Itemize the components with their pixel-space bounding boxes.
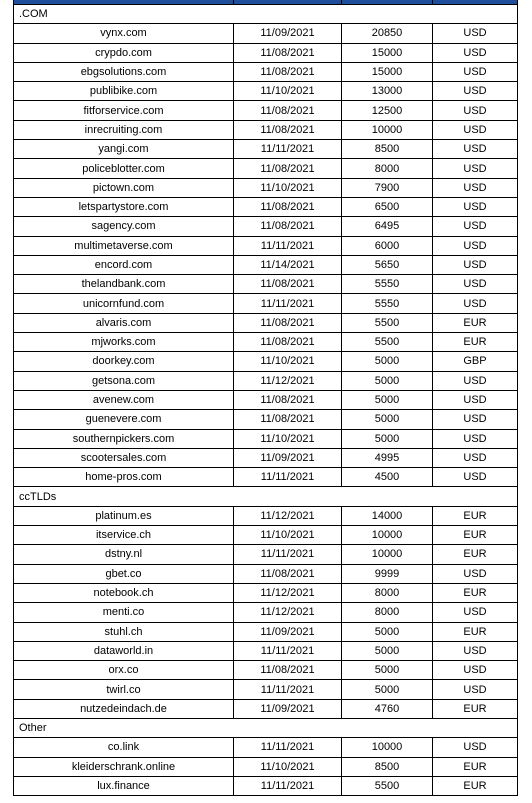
price-cell: 5550 (342, 294, 433, 313)
date-cell: 11/14/2021 (234, 255, 342, 274)
currency-cell: GBP (433, 352, 518, 371)
price-cell: 4500 (342, 468, 433, 487)
date-cell: 11/10/2021 (234, 526, 342, 545)
domain-cell: nutzedeindach.de (14, 699, 234, 718)
date-cell: 11/08/2021 (234, 197, 342, 216)
price-cell: 13000 (342, 82, 433, 101)
table-row (14, 197, 518, 216)
domain-cell: sagency.com (14, 217, 234, 236)
date-cell: 11/08/2021 (234, 159, 342, 178)
currency-cell: USD (433, 43, 518, 62)
price-cell: 10000 (342, 738, 433, 757)
table-row (14, 236, 518, 255)
table-row (14, 140, 518, 159)
date-cell: 11/08/2021 (234, 275, 342, 294)
currency-cell: USD (433, 738, 518, 757)
table-row (14, 120, 518, 139)
price-cell: 12500 (342, 101, 433, 120)
date-cell: 11/11/2021 (234, 294, 342, 313)
date-cell: 11/08/2021 (234, 217, 342, 236)
currency-cell: USD (433, 120, 518, 139)
date-cell: 11/12/2021 (234, 583, 342, 602)
domain-cell: dataworld.in (14, 641, 234, 660)
currency-cell: USD (433, 197, 518, 216)
table-row (14, 603, 518, 622)
table-row (14, 178, 518, 197)
currency-cell: EUR (433, 583, 518, 602)
domain-cell: multimetaverse.com (14, 236, 234, 255)
table-row (14, 217, 518, 236)
date-cell: 11/11/2021 (234, 236, 342, 255)
currency-cell: USD (433, 603, 518, 622)
domain-cell: dstny.nl (14, 545, 234, 564)
table-row (14, 776, 518, 795)
table-row (14, 429, 518, 448)
domain-cell: home-pros.com (14, 468, 234, 487)
currency-cell: EUR (433, 699, 518, 718)
domain-cell: stuhl.ch (14, 622, 234, 641)
price-cell: 14000 (342, 506, 433, 525)
currency-cell: USD (433, 448, 518, 467)
domain-cell: thelandbank.com (14, 275, 234, 294)
domain-cell: itservice.ch (14, 526, 234, 545)
date-cell: 11/10/2021 (234, 757, 342, 776)
domain-cell: southernpickers.com (14, 429, 234, 448)
currency-cell: USD (433, 178, 518, 197)
currency-cell: USD (433, 159, 518, 178)
date-cell: 11/09/2021 (234, 699, 342, 718)
currency-cell: USD (433, 275, 518, 294)
price-cell: 10000 (342, 120, 433, 139)
price-cell: 4995 (342, 448, 433, 467)
price-cell: 10000 (342, 526, 433, 545)
table-row (14, 313, 518, 332)
price-cell: 15000 (342, 43, 433, 62)
price-cell: 20850 (342, 24, 433, 43)
date-cell: 11/11/2021 (234, 680, 342, 699)
date-cell: 11/11/2021 (234, 468, 342, 487)
price-cell: 8000 (342, 603, 433, 622)
price-cell: 5000 (342, 390, 433, 409)
date-cell: 11/11/2021 (234, 140, 342, 159)
price-cell: 9999 (342, 564, 433, 583)
table-row (14, 583, 518, 602)
table-row (14, 390, 518, 409)
date-cell: 11/11/2021 (234, 641, 342, 660)
domain-cell: encord.com (14, 255, 234, 274)
currency-cell: EUR (433, 776, 518, 795)
date-cell: 11/09/2021 (234, 24, 342, 43)
price-cell: 6500 (342, 197, 433, 216)
section-title: Other (14, 718, 518, 737)
currency-cell: USD (433, 564, 518, 583)
domain-cell: orx.co (14, 661, 234, 680)
date-cell: 11/09/2021 (234, 448, 342, 467)
domain-cell: guenevere.com (14, 410, 234, 429)
table-row (14, 275, 518, 294)
domain-cell: policeblotter.com (14, 159, 234, 178)
date-cell: 11/10/2021 (234, 429, 342, 448)
table-row (14, 680, 518, 699)
price-cell: 5000 (342, 371, 433, 390)
table-row (14, 699, 518, 718)
domain-cell: mjworks.com (14, 333, 234, 352)
table-row (14, 506, 518, 525)
currency-cell: USD (433, 82, 518, 101)
table-row (14, 101, 518, 120)
table-row (14, 43, 518, 62)
domain-cell: publibike.com (14, 82, 234, 101)
domain-sales-table (13, 0, 518, 796)
currency-cell: EUR (433, 313, 518, 332)
table-row (14, 641, 518, 660)
table-row (14, 448, 518, 467)
table-row (14, 545, 518, 564)
price-cell: 5000 (342, 352, 433, 371)
section-header-row (14, 718, 518, 737)
currency-cell: EUR (433, 526, 518, 545)
table-row (14, 159, 518, 178)
table-row (14, 661, 518, 680)
date-cell: 11/10/2021 (234, 352, 342, 371)
price-cell: 6495 (342, 217, 433, 236)
table-row (14, 564, 518, 583)
date-cell: 11/08/2021 (234, 661, 342, 680)
currency-cell: USD (433, 410, 518, 429)
domain-cell: ebgsolutions.com (14, 62, 234, 81)
table-row (14, 410, 518, 429)
section-header-row (14, 487, 518, 506)
date-cell: 11/09/2021 (234, 622, 342, 641)
date-cell: 11/08/2021 (234, 62, 342, 81)
currency-cell: USD (433, 255, 518, 274)
table-row (14, 622, 518, 641)
price-cell: 6000 (342, 236, 433, 255)
table-row (14, 738, 518, 757)
domain-cell: alvaris.com (14, 313, 234, 332)
currency-cell: USD (433, 101, 518, 120)
domain-cell: menti.co (14, 603, 234, 622)
date-cell: 11/08/2021 (234, 333, 342, 352)
price-cell: 5550 (342, 275, 433, 294)
price-cell: 7900 (342, 178, 433, 197)
currency-cell: EUR (433, 506, 518, 525)
price-cell: 5000 (342, 622, 433, 641)
domain-cell: doorkey.com (14, 352, 234, 371)
domain-cell: vynx.com (14, 24, 234, 43)
date-cell: 11/11/2021 (234, 738, 342, 757)
date-cell: 11/08/2021 (234, 313, 342, 332)
table-row (14, 255, 518, 274)
currency-cell: USD (433, 236, 518, 255)
date-cell: 11/08/2021 (234, 410, 342, 429)
currency-cell: USD (433, 641, 518, 660)
date-cell: 11/11/2021 (234, 545, 342, 564)
domain-cell: notebook.ch (14, 583, 234, 602)
domain-cell: getsona.com (14, 371, 234, 390)
table-row (14, 371, 518, 390)
table-row (14, 82, 518, 101)
price-cell: 5000 (342, 429, 433, 448)
domain-cell: crypdo.com (14, 43, 234, 62)
currency-cell: EUR (433, 757, 518, 776)
price-cell: 5000 (342, 641, 433, 660)
price-cell: 8500 (342, 140, 433, 159)
table-row (14, 24, 518, 43)
date-cell: 11/08/2021 (234, 390, 342, 409)
date-cell: 11/12/2021 (234, 371, 342, 390)
currency-cell: USD (433, 429, 518, 448)
currency-cell: USD (433, 140, 518, 159)
price-cell: 5000 (342, 661, 433, 680)
date-cell: 11/08/2021 (234, 564, 342, 583)
currency-cell: USD (433, 661, 518, 680)
currency-cell: USD (433, 217, 518, 236)
domain-cell: platinum.es (14, 506, 234, 525)
date-cell: 11/11/2021 (234, 776, 342, 795)
domain-cell: gbet.co (14, 564, 234, 583)
currency-cell: USD (433, 390, 518, 409)
price-cell: 8000 (342, 159, 433, 178)
table-row (14, 757, 518, 776)
domain-cell: twirl.co (14, 680, 234, 699)
currency-cell: EUR (433, 545, 518, 564)
domain-cell: unicornfund.com (14, 294, 234, 313)
currency-cell: USD (433, 294, 518, 313)
price-cell: 5000 (342, 410, 433, 429)
domain-cell: inrecruiting.com (14, 120, 234, 139)
currency-cell: USD (433, 62, 518, 81)
price-cell: 5000 (342, 680, 433, 699)
section-title: .COM (14, 5, 518, 24)
date-cell: 11/12/2021 (234, 603, 342, 622)
price-cell: 5500 (342, 313, 433, 332)
price-cell: 8500 (342, 757, 433, 776)
date-cell: 11/10/2021 (234, 82, 342, 101)
table-row (14, 333, 518, 352)
price-cell: 5500 (342, 776, 433, 795)
table-row (14, 62, 518, 81)
currency-cell: EUR (433, 333, 518, 352)
date-cell: 11/08/2021 (234, 43, 342, 62)
domain-cell: scootersales.com (14, 448, 234, 467)
domain-cell: avenew.com (14, 390, 234, 409)
table-body (14, 0, 518, 796)
date-cell: 11/08/2021 (234, 120, 342, 139)
domain-cell: yangi.com (14, 140, 234, 159)
domain-cell: lux.finance (14, 776, 234, 795)
price-cell: 5650 (342, 255, 433, 274)
section-header-row (14, 5, 518, 24)
currency-cell: EUR (433, 622, 518, 641)
date-cell: 11/12/2021 (234, 506, 342, 525)
price-cell: 10000 (342, 545, 433, 564)
price-cell: 4760 (342, 699, 433, 718)
currency-cell: USD (433, 468, 518, 487)
currency-cell: USD (433, 680, 518, 699)
domain-cell: letspartystore.com (14, 197, 234, 216)
date-cell: 11/10/2021 (234, 178, 342, 197)
domain-cell: co.link (14, 738, 234, 757)
table-row (14, 468, 518, 487)
section-title: ccTLDs (14, 487, 518, 506)
date-cell: 11/08/2021 (234, 101, 342, 120)
domain-cell: pictown.com (14, 178, 234, 197)
table-row (14, 352, 518, 371)
currency-cell: USD (433, 24, 518, 43)
domain-cell: kleiderschrank.online (14, 757, 234, 776)
price-cell: 8000 (342, 583, 433, 602)
domain-cell: fitforservice.com (14, 101, 234, 120)
price-cell: 15000 (342, 62, 433, 81)
table-row (14, 526, 518, 545)
currency-cell: USD (433, 371, 518, 390)
price-cell: 5500 (342, 333, 433, 352)
table-row (14, 294, 518, 313)
